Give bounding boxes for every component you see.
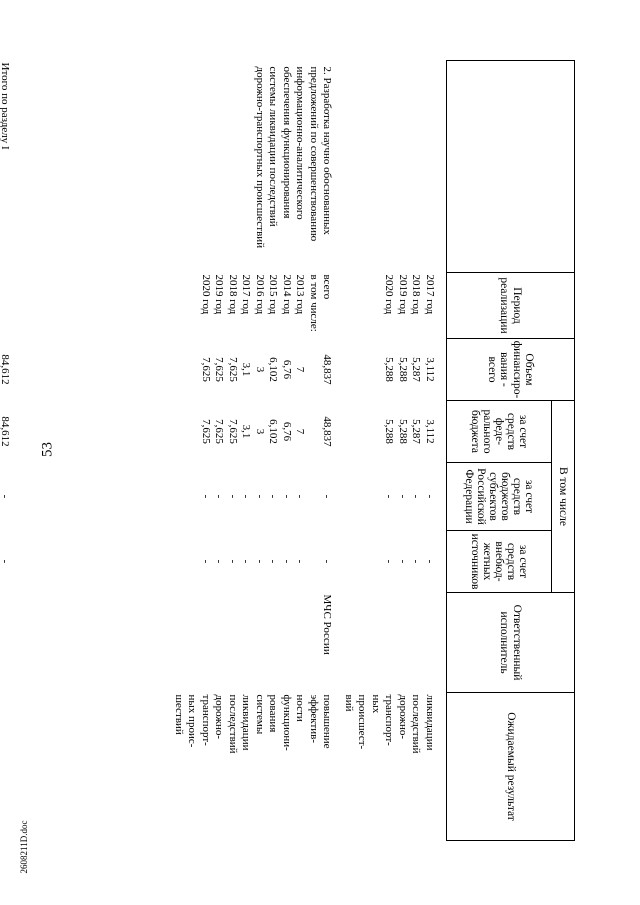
result-line: происшест-: [356, 694, 369, 750]
extrabudget-value: -: [294, 559, 307, 564]
regional-value: -: [294, 494, 307, 499]
total-value: 5,288: [397, 357, 409, 382]
period-value: 2017 год: [424, 274, 436, 315]
federal-value: 7,625: [227, 419, 239, 444]
measure-name-line: информационно-аналитического: [294, 66, 307, 220]
total-cell: [0, 339, 172, 401]
federal-cell: [0, 401, 172, 463]
result-line: повышение: [321, 694, 334, 749]
regional-value: -: [227, 494, 239, 499]
measure-name-line: предложений по совершенствованию: [308, 66, 320, 242]
regional-value: [307, 465, 321, 529]
total-value: 48,837: [321, 354, 334, 385]
period-cell: [0, 273, 172, 339]
period-value: всего: [321, 274, 334, 300]
total-cell: [172, 339, 342, 401]
header-regional: за счет средств бюджетов субъектов Российской Федерации: [447, 463, 552, 531]
federal-value: [307, 403, 321, 461]
federal-value: 84,612: [0, 416, 12, 447]
extrabudget-value: [307, 533, 321, 591]
extrabudget-cell: [342, 531, 447, 593]
table-header: [447, 61, 575, 841]
result-line: последствий: [227, 694, 239, 754]
extrabudget-value: -: [281, 559, 293, 564]
federal-cell: [342, 401, 447, 463]
table-body: [0, 61, 447, 841]
extrabudget-value: -: [397, 559, 409, 564]
total-value: 6,76: [281, 359, 293, 380]
federal-value: 6,102: [267, 419, 280, 444]
federal-value: 5,287: [410, 419, 423, 444]
federal-value: 48,837: [321, 416, 334, 447]
total-value: 7,625: [227, 357, 239, 382]
document-code: 2608211D.doc: [19, 820, 29, 874]
regional-value: -: [281, 494, 293, 499]
measure-name-line: дорожно-транспортных происшествий: [254, 66, 266, 249]
regional-cell: [342, 463, 447, 531]
federal-value: 5,288: [397, 419, 409, 444]
result-line: дорожно-: [213, 694, 226, 740]
result-line: ных проис-: [186, 694, 199, 748]
total-value: 3: [254, 366, 266, 373]
result-line: транспорт-: [383, 694, 396, 746]
result-line: системы: [254, 694, 266, 735]
result-line: ности: [294, 694, 307, 722]
period-value: 2020 год: [383, 274, 396, 315]
executor-cell: [0, 593, 172, 693]
extrabudget-value: -: [383, 559, 396, 564]
period-value: 2016 год: [254, 274, 266, 315]
extrabudget-value: -: [424, 559, 436, 564]
regional-value: -: [383, 494, 396, 499]
period-value: [0, 275, 12, 337]
regional-cell: [172, 463, 342, 531]
federal-cell: [172, 401, 342, 463]
result-line: ликвидации: [424, 694, 436, 751]
financing-table: [0, 60, 575, 841]
regional-value: -: [424, 494, 436, 499]
period-value: в том числе:: [308, 274, 320, 332]
result-line: рования: [267, 694, 280, 733]
period-cell: [172, 273, 342, 339]
extrabudget-value: -: [321, 559, 334, 564]
measure-name-line: обеспечения функционирования: [281, 66, 293, 219]
federal-value: 7,625: [200, 419, 212, 444]
executor-value: МЧС России: [321, 594, 334, 655]
extrabudget-value: -: [240, 559, 253, 564]
total-value: 3,1: [240, 362, 253, 377]
period-value: 2019 год: [397, 274, 409, 315]
table-row: [172, 61, 342, 841]
measure-name: [342, 61, 447, 273]
measure-name: [172, 61, 342, 273]
total-value: 7,625: [200, 357, 212, 382]
federal-value: 3,1: [240, 424, 253, 439]
total-value: 5,287: [410, 357, 423, 382]
measure-name-line: системы ликвидации последствий: [267, 66, 280, 227]
period-value: 2015 год: [267, 274, 280, 315]
executor-cell: [342, 593, 447, 693]
total-cell: [342, 339, 447, 401]
page-number: 53: [39, 442, 56, 457]
result-line: функциони-: [281, 694, 293, 751]
result-cell: [0, 693, 172, 841]
header-measure: [447, 61, 575, 273]
header-total: Объем финансиро- вания - всего: [447, 339, 575, 401]
result-cell: [172, 693, 342, 841]
extrabudget-value: -: [200, 559, 212, 564]
total-value: [307, 341, 321, 399]
header-federal: за счет средств феде- рального бюджета: [447, 401, 552, 463]
regional-value: -: [200, 494, 212, 499]
period-value: 2018 год: [410, 274, 423, 315]
period-cell: [342, 273, 447, 339]
period-value: 2020 год: [200, 274, 212, 315]
header-in-that-number: В том числе: [552, 401, 575, 593]
total-name: [0, 61, 172, 273]
table-row: [342, 61, 447, 841]
federal-value: 3: [254, 428, 266, 435]
result-line: ликвидации: [240, 694, 253, 751]
total-value: 7: [294, 366, 307, 373]
total-value: 3,112: [424, 357, 436, 382]
extrabudget-value: -: [227, 559, 239, 564]
regional-value: -: [410, 494, 423, 499]
header-executor: Ответственный исполнитель: [447, 593, 575, 693]
extrabudget-value: -: [213, 559, 226, 564]
federal-value: 5,288: [383, 419, 396, 444]
period-value: 2014 год: [281, 274, 293, 315]
federal-value: 7: [294, 428, 307, 435]
result-line: эффектив-: [308, 694, 320, 744]
period-value: 2013 год: [294, 274, 307, 315]
federal-value: 7,625: [213, 419, 226, 444]
result-line: вий: [343, 694, 355, 712]
result-line: транспорт-: [200, 694, 212, 746]
regional-value: -: [321, 494, 334, 499]
period-value: 2018 год: [227, 274, 239, 315]
total-title: Итого по разделу I: [0, 62, 12, 150]
result-cell: [342, 693, 447, 841]
total-value: 84,612: [0, 354, 12, 385]
measure-name-line: 2. Разработка научно обоснованных: [321, 66, 334, 235]
federal-value: 3,112: [424, 419, 436, 444]
extrabudget-value: -: [410, 559, 423, 564]
result-line: дорожно-: [397, 694, 409, 740]
extrabudget-value: -: [0, 559, 12, 564]
extrabudget-value: -: [254, 559, 266, 564]
header-period: Период реализации: [447, 273, 575, 339]
total-value: 5,288: [383, 357, 396, 382]
regional-value: -: [0, 494, 12, 499]
total-value: 7,625: [213, 357, 226, 382]
result-line: ных: [370, 694, 382, 714]
period-value: 2019 год: [213, 274, 226, 315]
extrabudget-cell: [0, 531, 172, 593]
federal-value: 6,76: [281, 421, 293, 442]
result-line: шествий: [173, 694, 185, 735]
regional-value: -: [240, 494, 253, 499]
regional-value: -: [397, 494, 409, 499]
regional-value: -: [254, 494, 266, 499]
header-result: Ожидаемый результат: [447, 693, 575, 841]
extrabudget-cell: [172, 531, 342, 593]
regional-value: -: [213, 494, 226, 499]
total-value: 6,102: [267, 357, 280, 382]
executor-cell: [172, 593, 342, 693]
result-line: последствий: [410, 694, 423, 754]
table-row-total: [0, 61, 172, 841]
regional-value: -: [267, 494, 280, 499]
period-value: 2017 год: [240, 274, 253, 315]
regional-cell: [0, 463, 172, 531]
header-extrabudget: за счет средств внебюд- жетных источников: [447, 531, 552, 593]
extrabudget-value: -: [267, 559, 280, 564]
